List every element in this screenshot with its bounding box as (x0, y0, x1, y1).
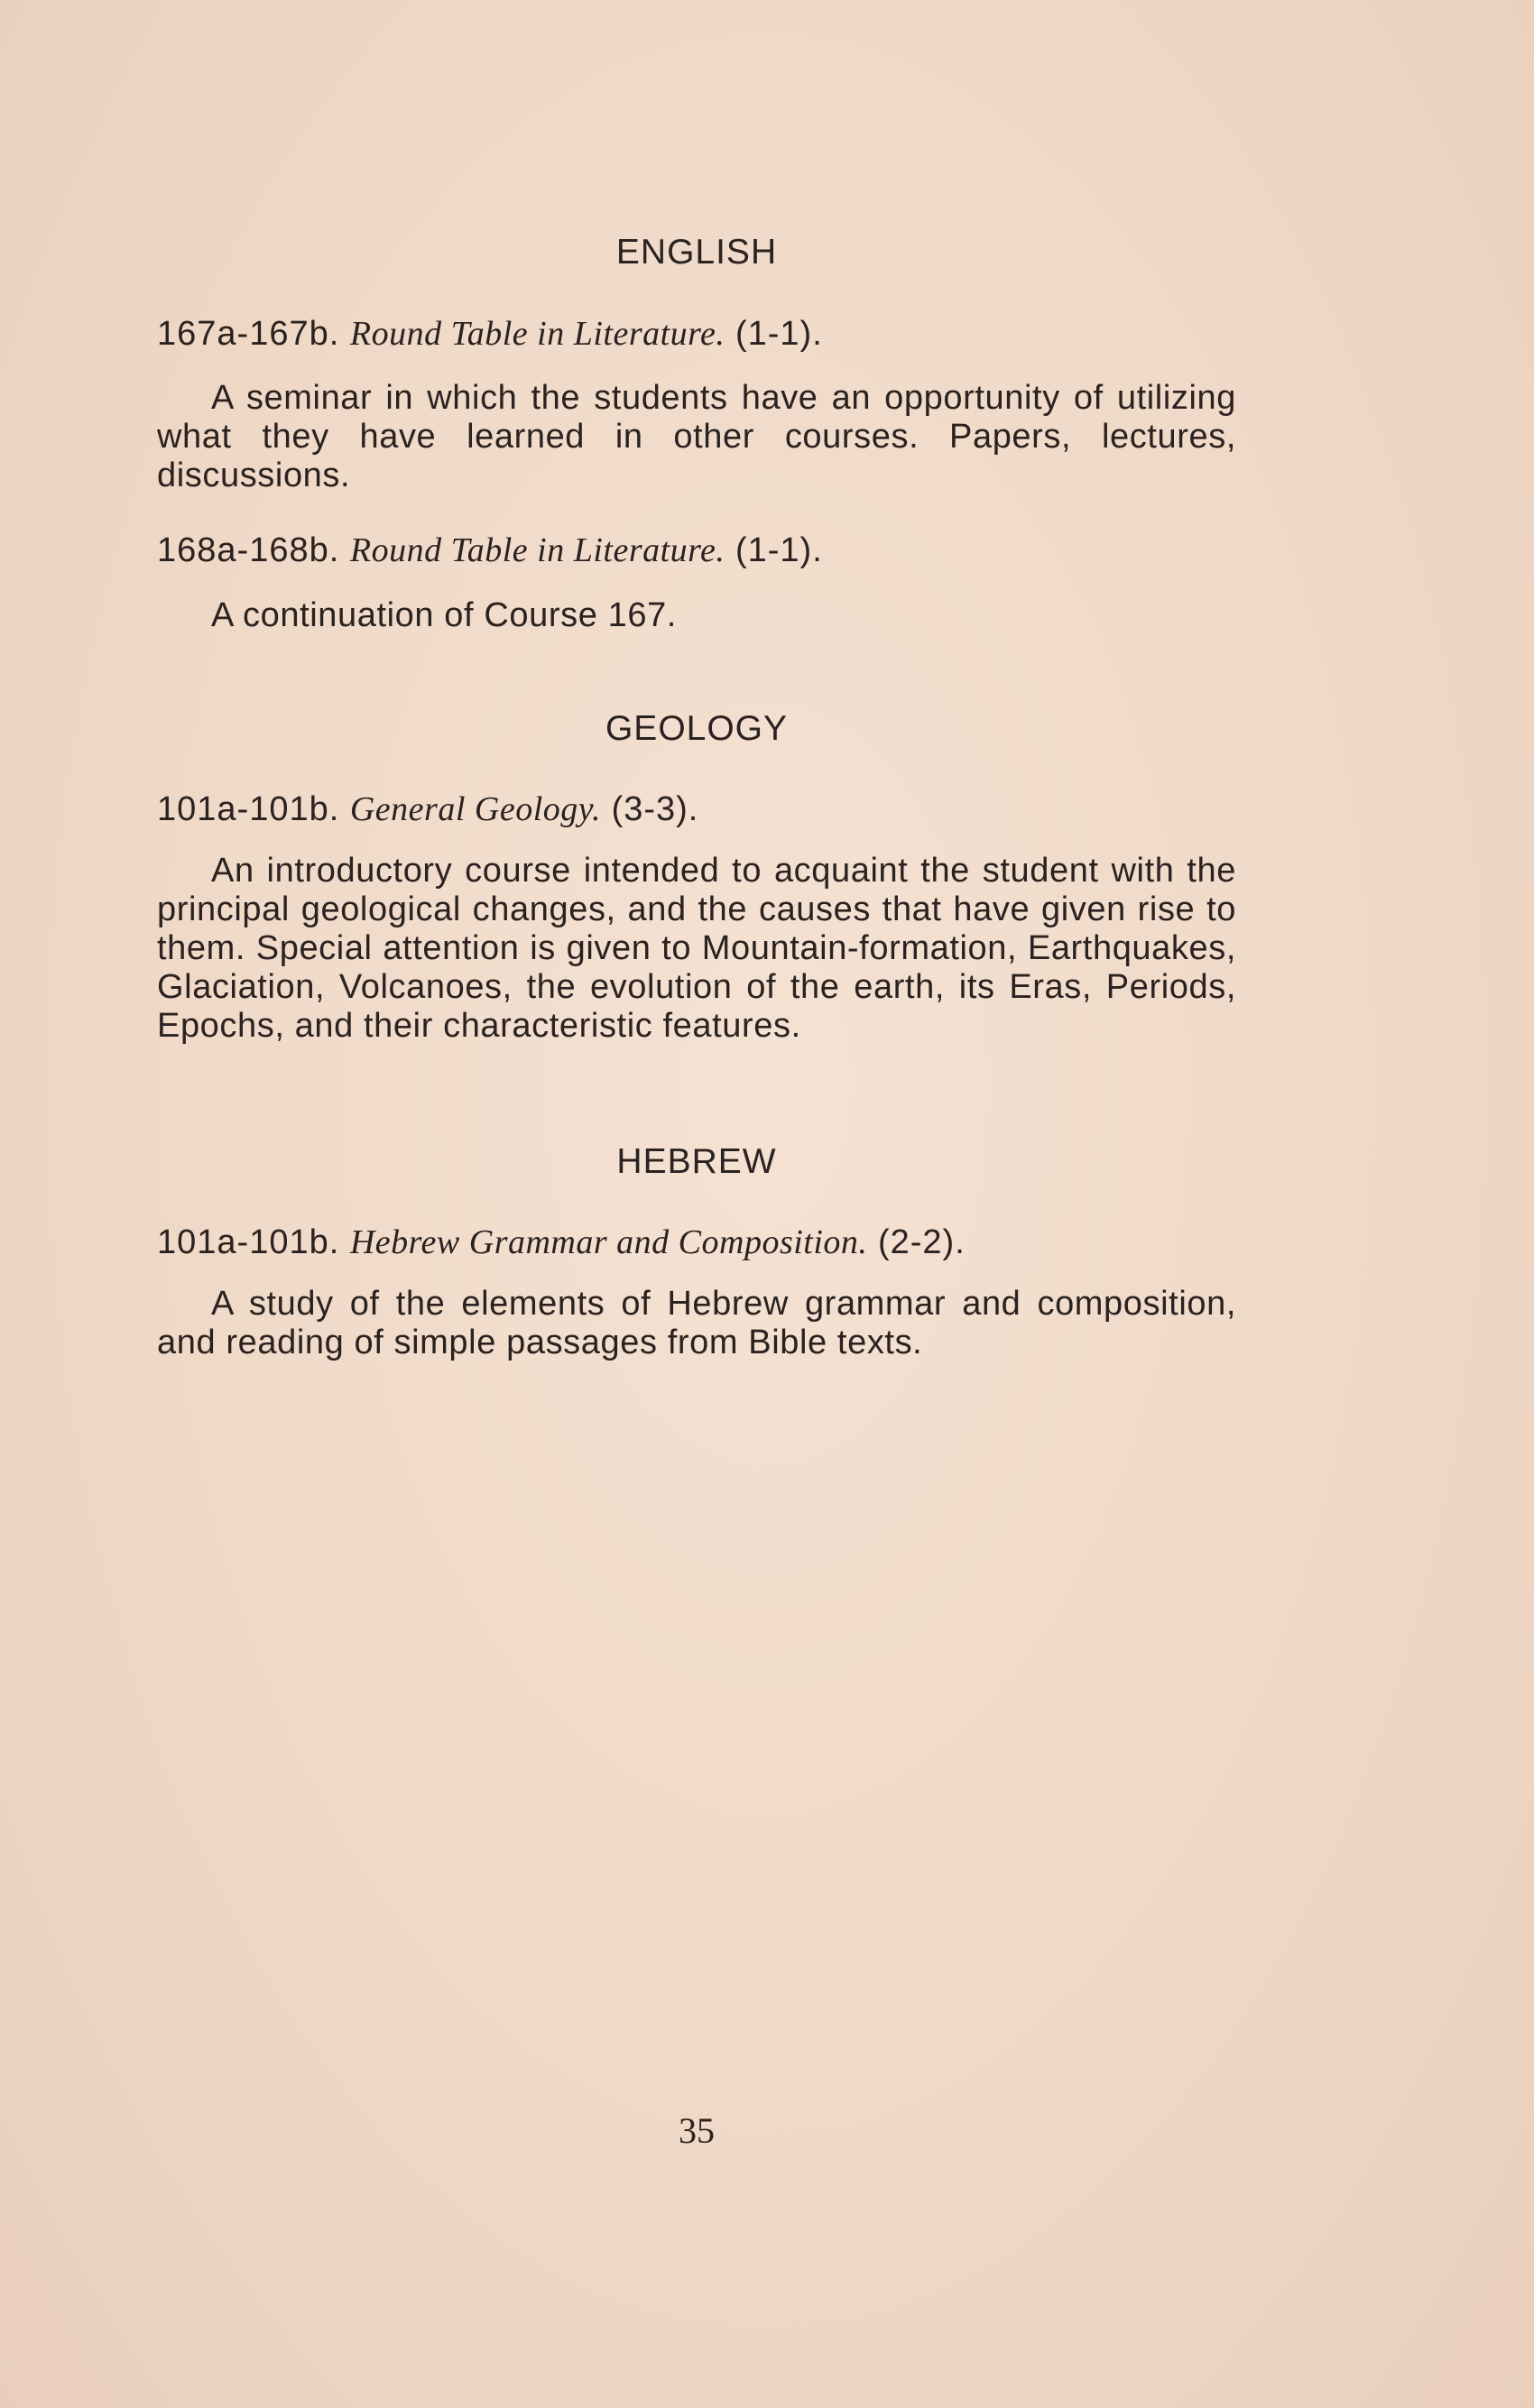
course-title: Hebrew Grammar and Composition. (349, 1223, 868, 1261)
course-line-hebrew-101 (157, 1222, 966, 1262)
course-title: General Geology. (349, 790, 602, 828)
course-credits: (1-1). (735, 531, 823, 569)
course-title: Round Table in Literature. (349, 531, 725, 569)
course-number: 167a-167b. (157, 315, 340, 353)
course-title: Round Table in Literature. (349, 315, 725, 353)
section-heading-geology: GEOLOGY (605, 709, 789, 748)
section-heading-hebrew: HEBREW (616, 1142, 777, 1181)
course-description-hebrew-101: A study of the elements of Hebrew grammar and composition, and reading of simple passages from Bible texts. (157, 1285, 1236, 1361)
course-credits: (2-2). (877, 1223, 966, 1261)
course-description-english-167: A seminar in which the students have an opportunity of utilizing what they have learned in other courses. Papers, lectures, discussions. (157, 379, 1236, 494)
course-number: 101a-101b. (157, 1223, 340, 1261)
course-number: 168a-168b. (157, 531, 340, 569)
course-line-english-168 (157, 530, 823, 570)
course-credits: (3-3). (611, 790, 699, 828)
page-number: 35 (679, 2110, 715, 2151)
course-credits: (1-1). (735, 315, 823, 353)
course-number: 101a-101b. (157, 790, 340, 828)
course-description-english-168: A continuation of Course 167. (211, 596, 677, 634)
course-line-geology-101 (157, 789, 698, 829)
course-line-english-167 (157, 314, 823, 354)
course-description-geology-101: An introductory course intended to acquaint the student with the principal geological changes, and the causes that have given rise to them. Special attention is given to Mountain-formation, Earthquakes, Glaciation, Volcanoes, the evolution of the earth, its Eras, Periods, Epochs, and their characteristic features. (157, 852, 1236, 1045)
section-heading-english: ENGLISH (615, 233, 778, 272)
